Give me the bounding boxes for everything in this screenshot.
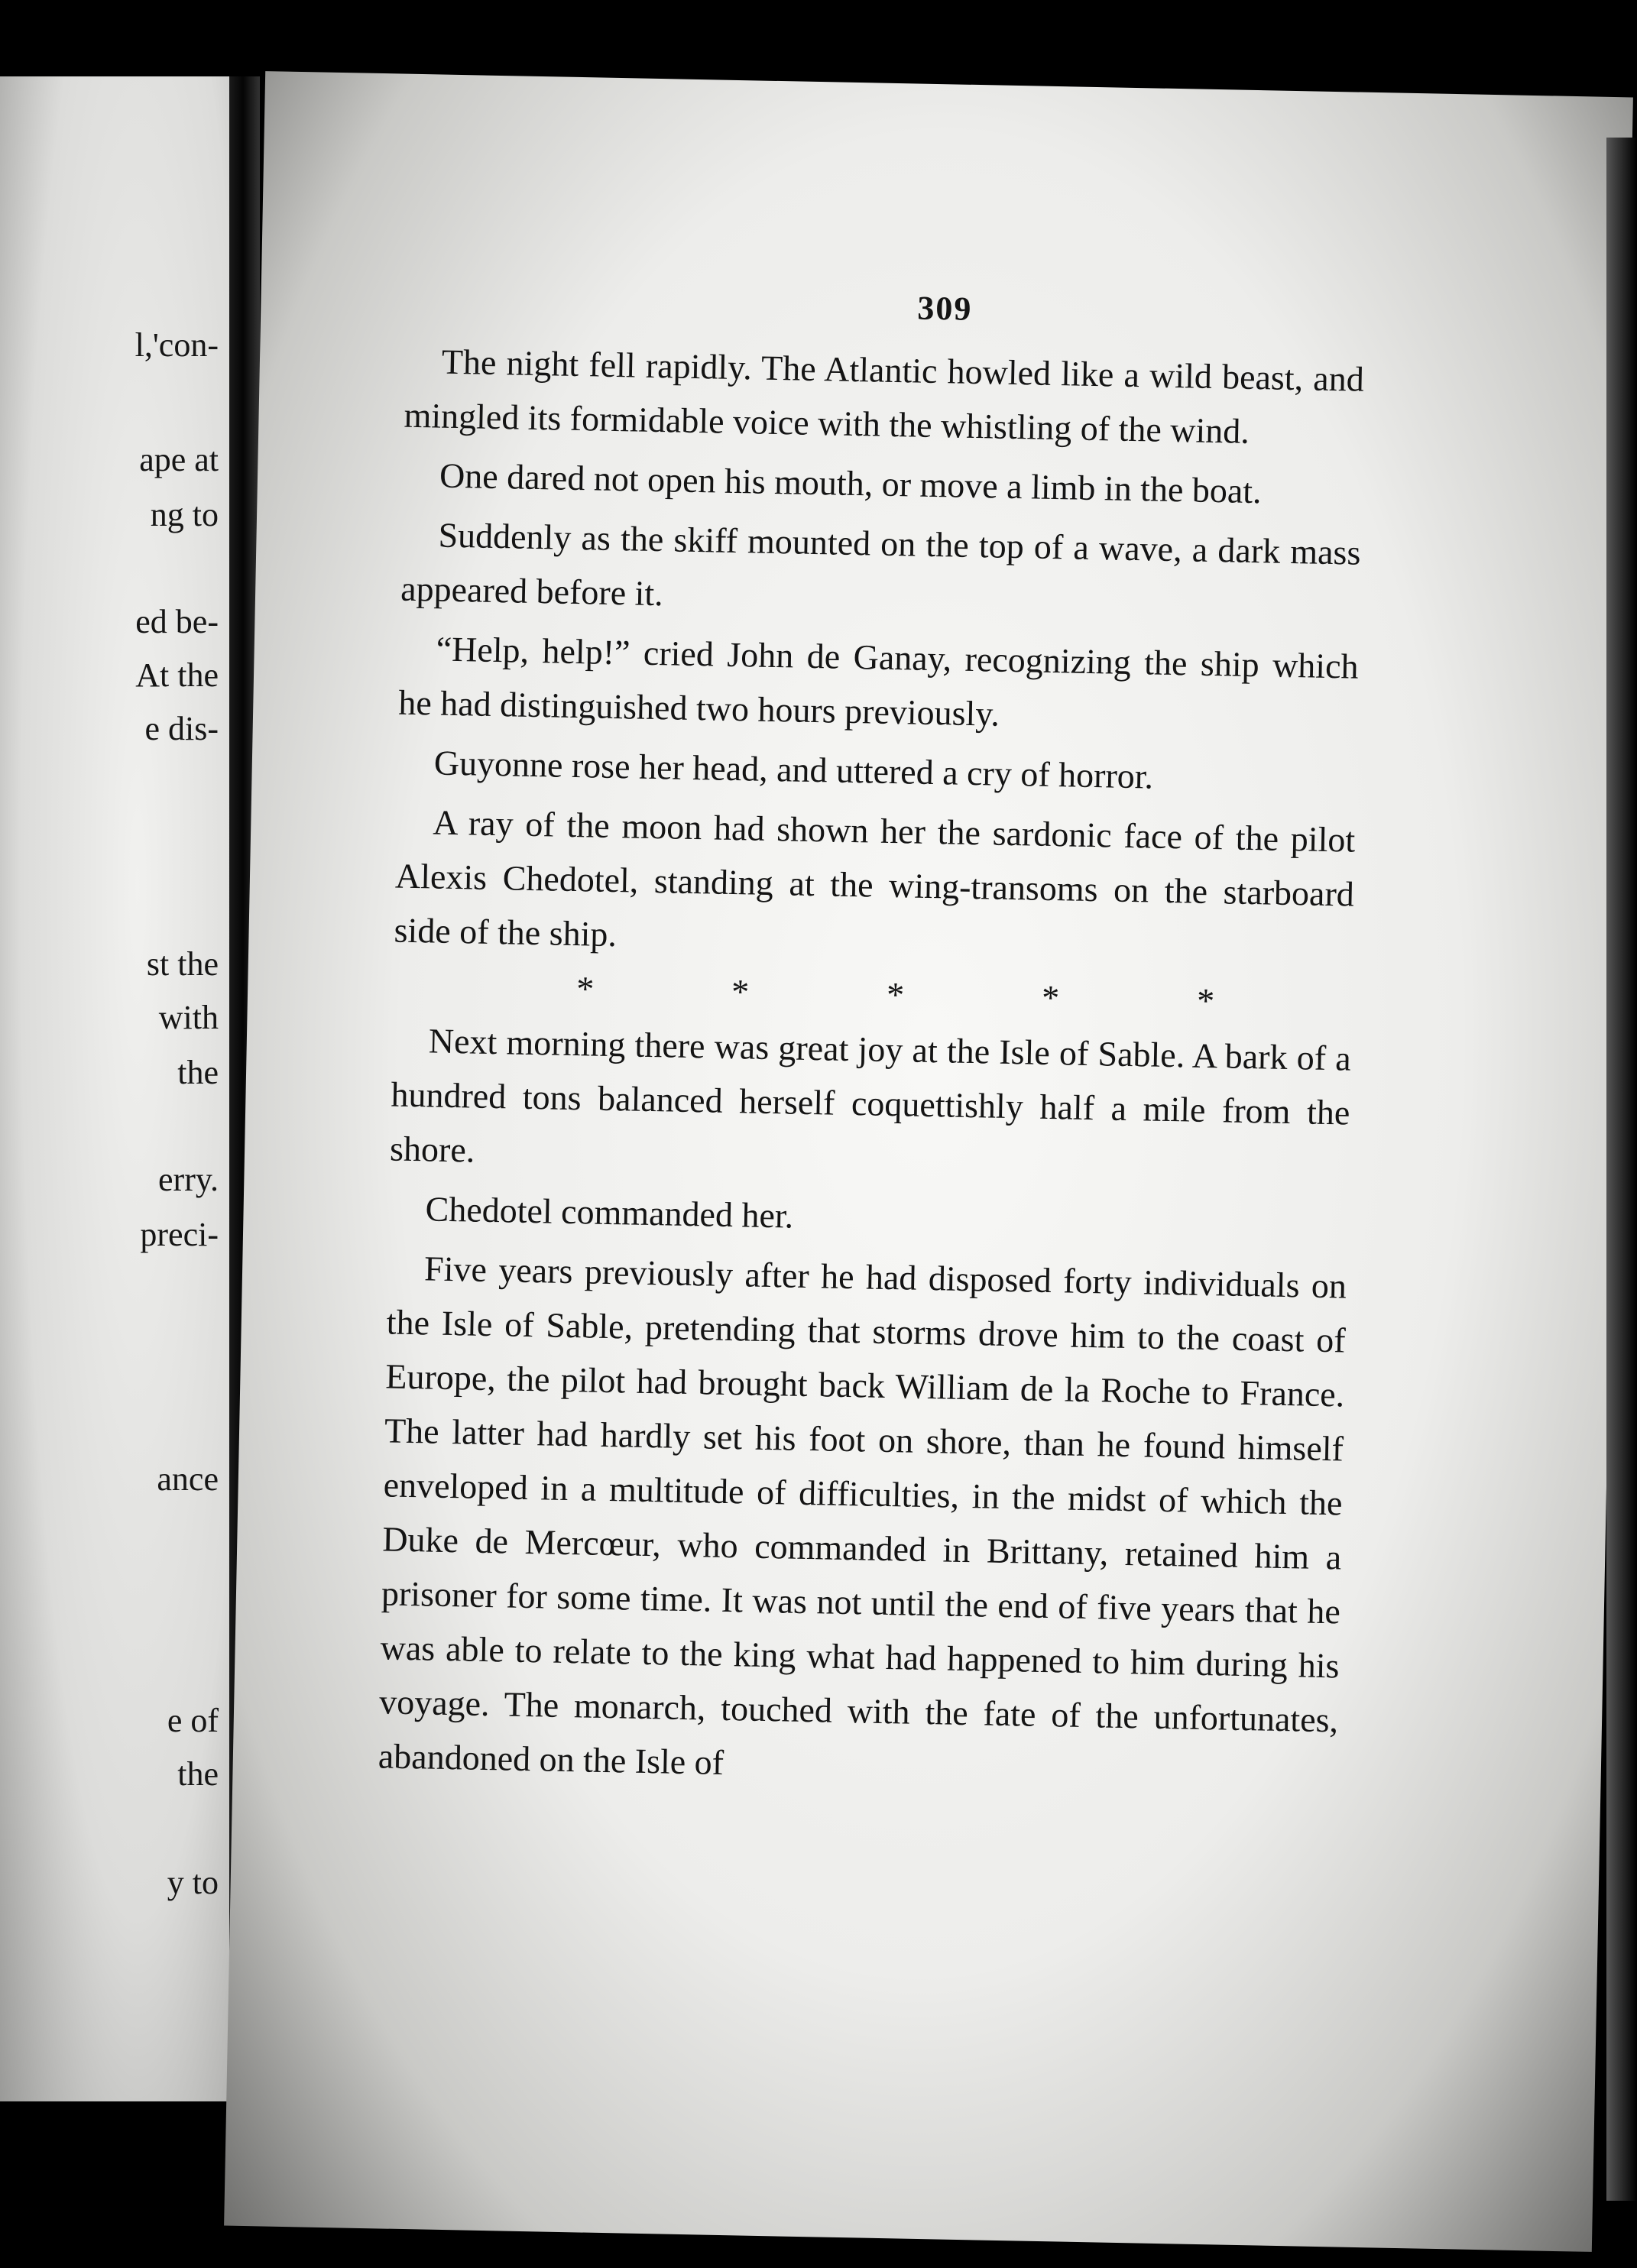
left-line-fragment: e of bbox=[167, 1702, 219, 1739]
separator-asterisk: * bbox=[575, 969, 595, 1009]
paragraph: Five years previously after he had disposed forty individuals on the Isle of Sable, pretending that storms drove him to the coast of Europe, the pilot had brought back William de la Roche to France. The latter had hardly set his foot on shore, than he found himself enveloped in a multitude of difficulties, in the midst of which the Duke de Mercœur, who commanded in Brittany, retained him a prisoner for some time. It was not until the end of five years that he was able to relate to the king what had happened to him during his voyage. The monarch, touched with the fate of the unfortunates, abandoned on the Isle of bbox=[378, 1249, 1347, 1782]
left-line-fragment: with bbox=[158, 999, 219, 1036]
left-line-fragment: st the bbox=[146, 945, 219, 983]
left-line-fragment: ng to bbox=[150, 496, 219, 533]
paragraph: Guyonne rose her head, and uttered a cry of horror. bbox=[433, 743, 1154, 796]
paragraph: A ray of the moon had shown her the sardonic face of the pilot Alexis Chedotel, standing at the wing-transoms on the starboard side of the ship. bbox=[394, 802, 1356, 954]
paragraph: Suddenly as the skiff mounted on the top of a wave, a dark mass appeared before it. bbox=[400, 515, 1361, 614]
page-body bbox=[378, 334, 1364, 1807]
left-line-fragment: ed be- bbox=[135, 603, 219, 640]
left-line-fragment: preci- bbox=[140, 1216, 219, 1253]
paragraph: The night fell rapidly. The Atlantic howled like a wild beast, and mingled its formidable voice with the whistling of the wind. bbox=[404, 342, 1365, 451]
paragraph: “Help, help!” cried John de Ganay, recognizing the ship which he had distinguished two hours previously. bbox=[397, 629, 1360, 734]
left-line-fragment: the bbox=[177, 1755, 219, 1793]
page-number: 309 bbox=[916, 289, 973, 328]
left-line-fragment: ance bbox=[157, 1460, 219, 1498]
separator-asterisk: * bbox=[1041, 977, 1060, 1018]
paragraph: Next morning there was great joy at the Isle of Sable. A bark of a hundred tons balanced herself coquettishly half a mile from the shore. bbox=[389, 1021, 1352, 1170]
main-page bbox=[224, 71, 1633, 2252]
separator-asterisk: * bbox=[731, 972, 750, 1012]
left-line-fragment: ape at bbox=[139, 441, 219, 478]
left-line-fragment: erry. bbox=[158, 1161, 219, 1198]
paragraph: One dared not open his mouth, or move a limb in the boat. bbox=[439, 455, 1263, 511]
separator-asterisk: * bbox=[886, 974, 905, 1015]
left-line-fragment: the bbox=[177, 1054, 219, 1091]
separator-asterisk: * bbox=[1196, 980, 1215, 1021]
left-line-fragment: y to bbox=[167, 1864, 219, 1901]
page-right-edge bbox=[1606, 138, 1637, 2201]
left-facing-page bbox=[0, 76, 229, 2101]
left-line-fragment: e dis- bbox=[144, 710, 219, 747]
left-line-fragment: l,'con- bbox=[135, 326, 219, 364]
left-line-fragment: At the bbox=[135, 656, 219, 694]
paragraph: Chedotel commanded her. bbox=[425, 1189, 794, 1236]
